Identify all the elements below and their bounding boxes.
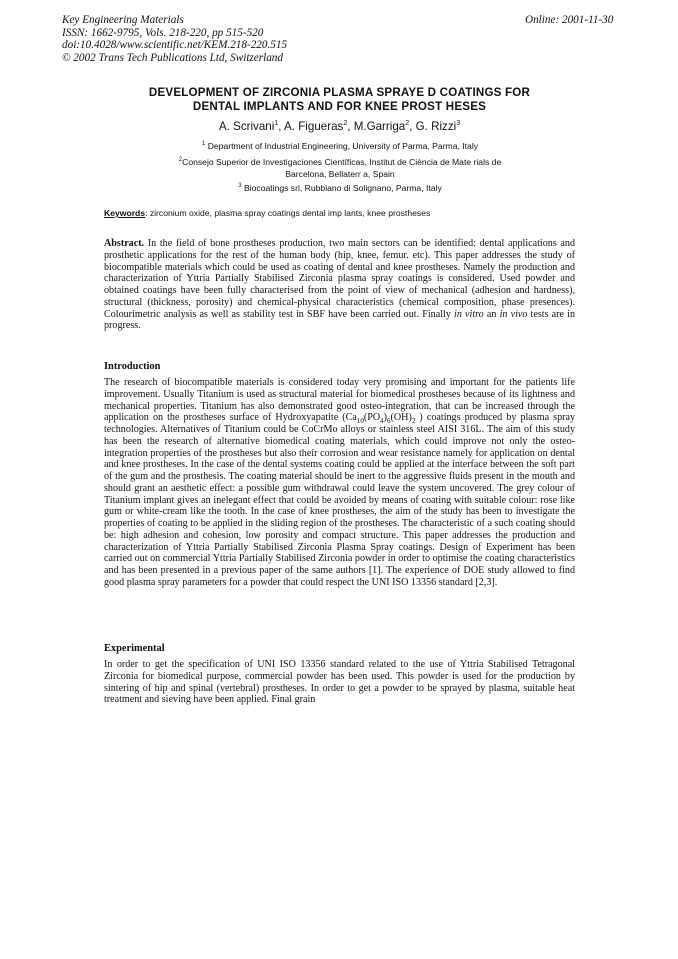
- abstract-italic-term: in vivo: [499, 308, 528, 320]
- formula-subscript: 10: [356, 417, 364, 426]
- author-separator: ,: [409, 120, 416, 133]
- author-separator: ,: [278, 120, 285, 133]
- author-affil-mark: 2: [405, 120, 410, 128]
- abstract-text: In the field of bone prostheses production, two main sectors can be identified: dental applications and prosthetic applications for the rest of the human body (hip, knee, femur. etc). This paper addresses the study of biocompatible materials which could be used as coating of dental and knee prostheses. Namely the production and characterization of Yttria Partially Stabilised Zirconia plasma spray coatings is considered. Used powder and obtained coatings have been fully characterised from the point of view of mechanical (adhesion and hardness), structural (thickness, porosity) and chemical-physical characteristics (chemical composition, phase presences). Colourimetric analysis as well as stability test in SBF have been carried out. Finally: [104, 238, 575, 320]
- affiliation-mark: 1: [201, 141, 206, 147]
- keywords-text: : zirconium oxide, plasma spray coatings dental imp lants, knee prostheses: [145, 208, 431, 218]
- online-date: Online: 2001-11-30: [525, 14, 614, 26]
- author-name: A. Figueras: [284, 120, 344, 133]
- title-line-1: DEVELOPMENT OF ZIRCONIA PLASMA SPRAYE D COATINGS FOR: [148, 86, 531, 99]
- author-list: [62, 120, 617, 133]
- abstract-paragraph: [104, 238, 575, 332]
- intro-text: ): [383, 412, 388, 424]
- copyright-line: © 2002 Trans Tech Publications Ltd, Switzerland: [62, 51, 283, 64]
- journal-header: [62, 14, 402, 64]
- formula-subscript: 6: [387, 417, 391, 426]
- author-name: A. Scrivani: [218, 120, 275, 133]
- affiliation-mark: 2: [178, 157, 183, 163]
- affiliation-text: Biocoatings srl, Rubbiano di Solignano, Parma, Italy: [243, 182, 442, 193]
- abstract-label: Abstract.: [104, 238, 145, 249]
- author-affil-mark: 1: [274, 120, 279, 128]
- author-affil-mark: 2: [343, 120, 348, 128]
- intro-text: (OH): [390, 412, 412, 424]
- author-name: G. Rizzi: [415, 120, 457, 133]
- doi-line: doi:10.4028/www.scientific.net/KEM.218-220.515: [62, 39, 288, 52]
- intro-text: (PO: [363, 412, 381, 424]
- affiliation-3: [100, 180, 580, 194]
- affiliation-mark: 3: [238, 183, 242, 189]
- affiliation-2: [100, 154, 580, 181]
- intro-text: The research of biocompatible materials is considered today very promising and important for the patients life improvement. Usually Titanium is used as structural material for biomedical prostheses because of its lightness and mechanical properties. Titanium has also demonstrated good osteo-integration, that can be increased through the application on the prostheses surface of Hydroxyapatite (Ca: [104, 377, 575, 424]
- paper-title: [62, 86, 617, 114]
- abstract-text: an: [483, 308, 500, 320]
- experimental-heading: Experimental: [104, 643, 165, 654]
- abstract-italic-term: in vitro: [454, 308, 484, 320]
- abstract-text: tests are in progress.: [104, 308, 575, 332]
- introduction-heading: Introduction: [104, 361, 161, 372]
- keywords-label: Keywords: [104, 208, 146, 218]
- author-separator: ,: [347, 120, 354, 133]
- formula-subscript: 2: [411, 417, 416, 426]
- title-line-2: DENTAL IMPLANTS AND FOR KNEE PROST HESES: [192, 100, 487, 114]
- journal-name: Key Engineering Materials: [62, 14, 184, 26]
- keywords-line: [104, 208, 430, 218]
- affiliation-text-continued: Barcelona, Bellaterr a, Spain: [285, 169, 395, 180]
- affiliation-text: Department of Industrial Engineering, University of Parma, Parma, Italy: [207, 140, 479, 151]
- experimental-paragraph: In order to get the specification of UNI ISO 13356 standard related to the use of Yttria Stabilised Tetragonal Zirconia for biomedical purpose, commercial powder has been used. This powder is used for the production by sintering of hip and spinal (vertebral) prostheses. In order to get a powder to be sprayed by plasma, suitable heat treatment and sieving have been applied. Final grain: [104, 659, 575, 706]
- affiliation-1: [100, 138, 580, 152]
- author-name: M.Garriga: [353, 120, 406, 133]
- introduction-paragraph: [104, 377, 575, 589]
- affiliation-text: Consejo Superior de Investigaciones Científicas, Institut de Ciència de Mate rials de: [182, 156, 502, 167]
- author-affil-mark: 3: [456, 120, 461, 128]
- issn-line: ISSN: 1662-9795, Vols. 218-220, pp 515-520: [62, 26, 264, 39]
- formula-subscript: 4: [380, 417, 384, 426]
- intro-text: ) coatings produced by plasma spray technologies. Alternatives of Titanium could be CoCrMo alloys or stainless steel AISI 316L. The aim of this study has been the research of alternative biomedical coating materials, which could improve not only the osteo-integration properties of the prostheses but also their corrosion and wear resistance namely for application on dental and knee prostheses. In the case of the dental systems coating could be applied at the interface between the soft part of the gum and the prosthesis. The coating material should be inert to the aggressive fluids present in the mouth and should grant an aesthetic effect: a possible gum withdrawal could leave the system uncovered. The grey colour of Titanium implant gives an inelegant effect that could be avoided by means of coating with suitable colour: rose like gum or white-cream like the tooth. In the case of knee prostheses, the aim of the study has been to investigate the properties of coating to be applied in the sliding region of the prostheses. The characteristic of a such coating should be: high adhesion and cohesion, low porosity and compact structure. This paper addresses the production and characterization of Yttria Partially Stabilised Zirconia Plasma Spray coatings. Design of Experiment has been carried out on commercial Yttria Partially Stabilised Zirconia powder in order to optimise the coating characteristics and has been presented in a previous paper of the same authors [1]. The experience of DOE study allowed to find good plasma spray parameters for a powder that could respect the UNI ISO 13356 standard [2,3].: [104, 412, 576, 588]
